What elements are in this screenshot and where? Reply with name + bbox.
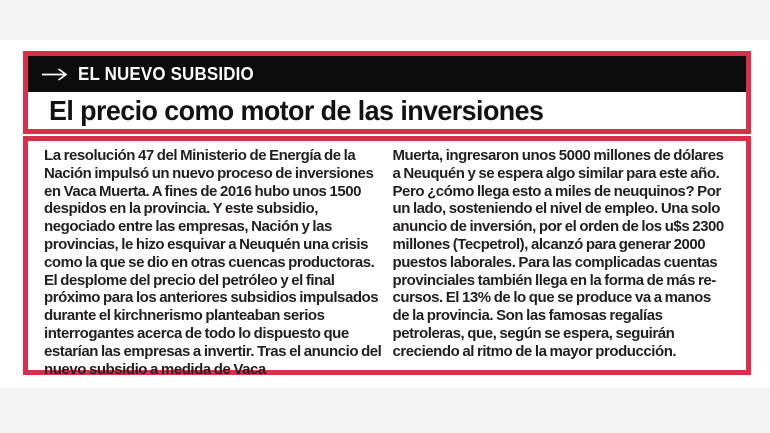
headline-row — [28, 92, 746, 129]
arrow-right-icon — [42, 68, 68, 81]
kicker-label: EL NUEVO SUBSIDIO — [78, 63, 254, 84]
article-column-right: Muerta, ingresaron unos 5000 millones de dólares a Neuquén y se espera algo similar para este año. Pero ¿cómo llega esto a miles de neuquinos? Por un lado, sosteniendo el nivel de empleo. Una solo anuncio de inversión, por el orden de los u$s 2300 millones (Tecpetrol), alcanzó para generar 2000 puestos laborales. Para las complicadas cuentas provinciales también llega en la forma de más re-cursos. El 13% de lo que se produce va a manos de la provincia. Son las famosas regalías petroleras, que, según se espera, seguirán creciendo al ritmo de la mayor producción. — [392, 147, 724, 360]
title-box — [23, 51, 751, 134]
kicker-bar — [28, 56, 746, 92]
article-columns — [28, 141, 746, 378]
article-column-left: La resolución 47 del Ministerio de Energía de la Nación impulsó un nuevo proceso de inversiones en Vaca Muerta. A fines de 2016 hubo unos 1500 despidos en la provincia. Y este subsidio, negociado entre las empresas, Nación y las provincias, le hizo esquivar a Neuquén una crisis como la que se dio en otras cuencas productoras. El desplome del precio del petróleo y el final próximo para los anteriores subsidios impulsados durante el kirchnerismo planteaban serios interrogantes acerca de todo lo dispuesto que estarían las empresas a invertir. Tras el anuncio del nuevo subsidio a medida de Vaca — [44, 147, 382, 378]
page-title: El precio como motor de las inversiones — [49, 94, 544, 126]
article-box — [23, 136, 751, 378]
